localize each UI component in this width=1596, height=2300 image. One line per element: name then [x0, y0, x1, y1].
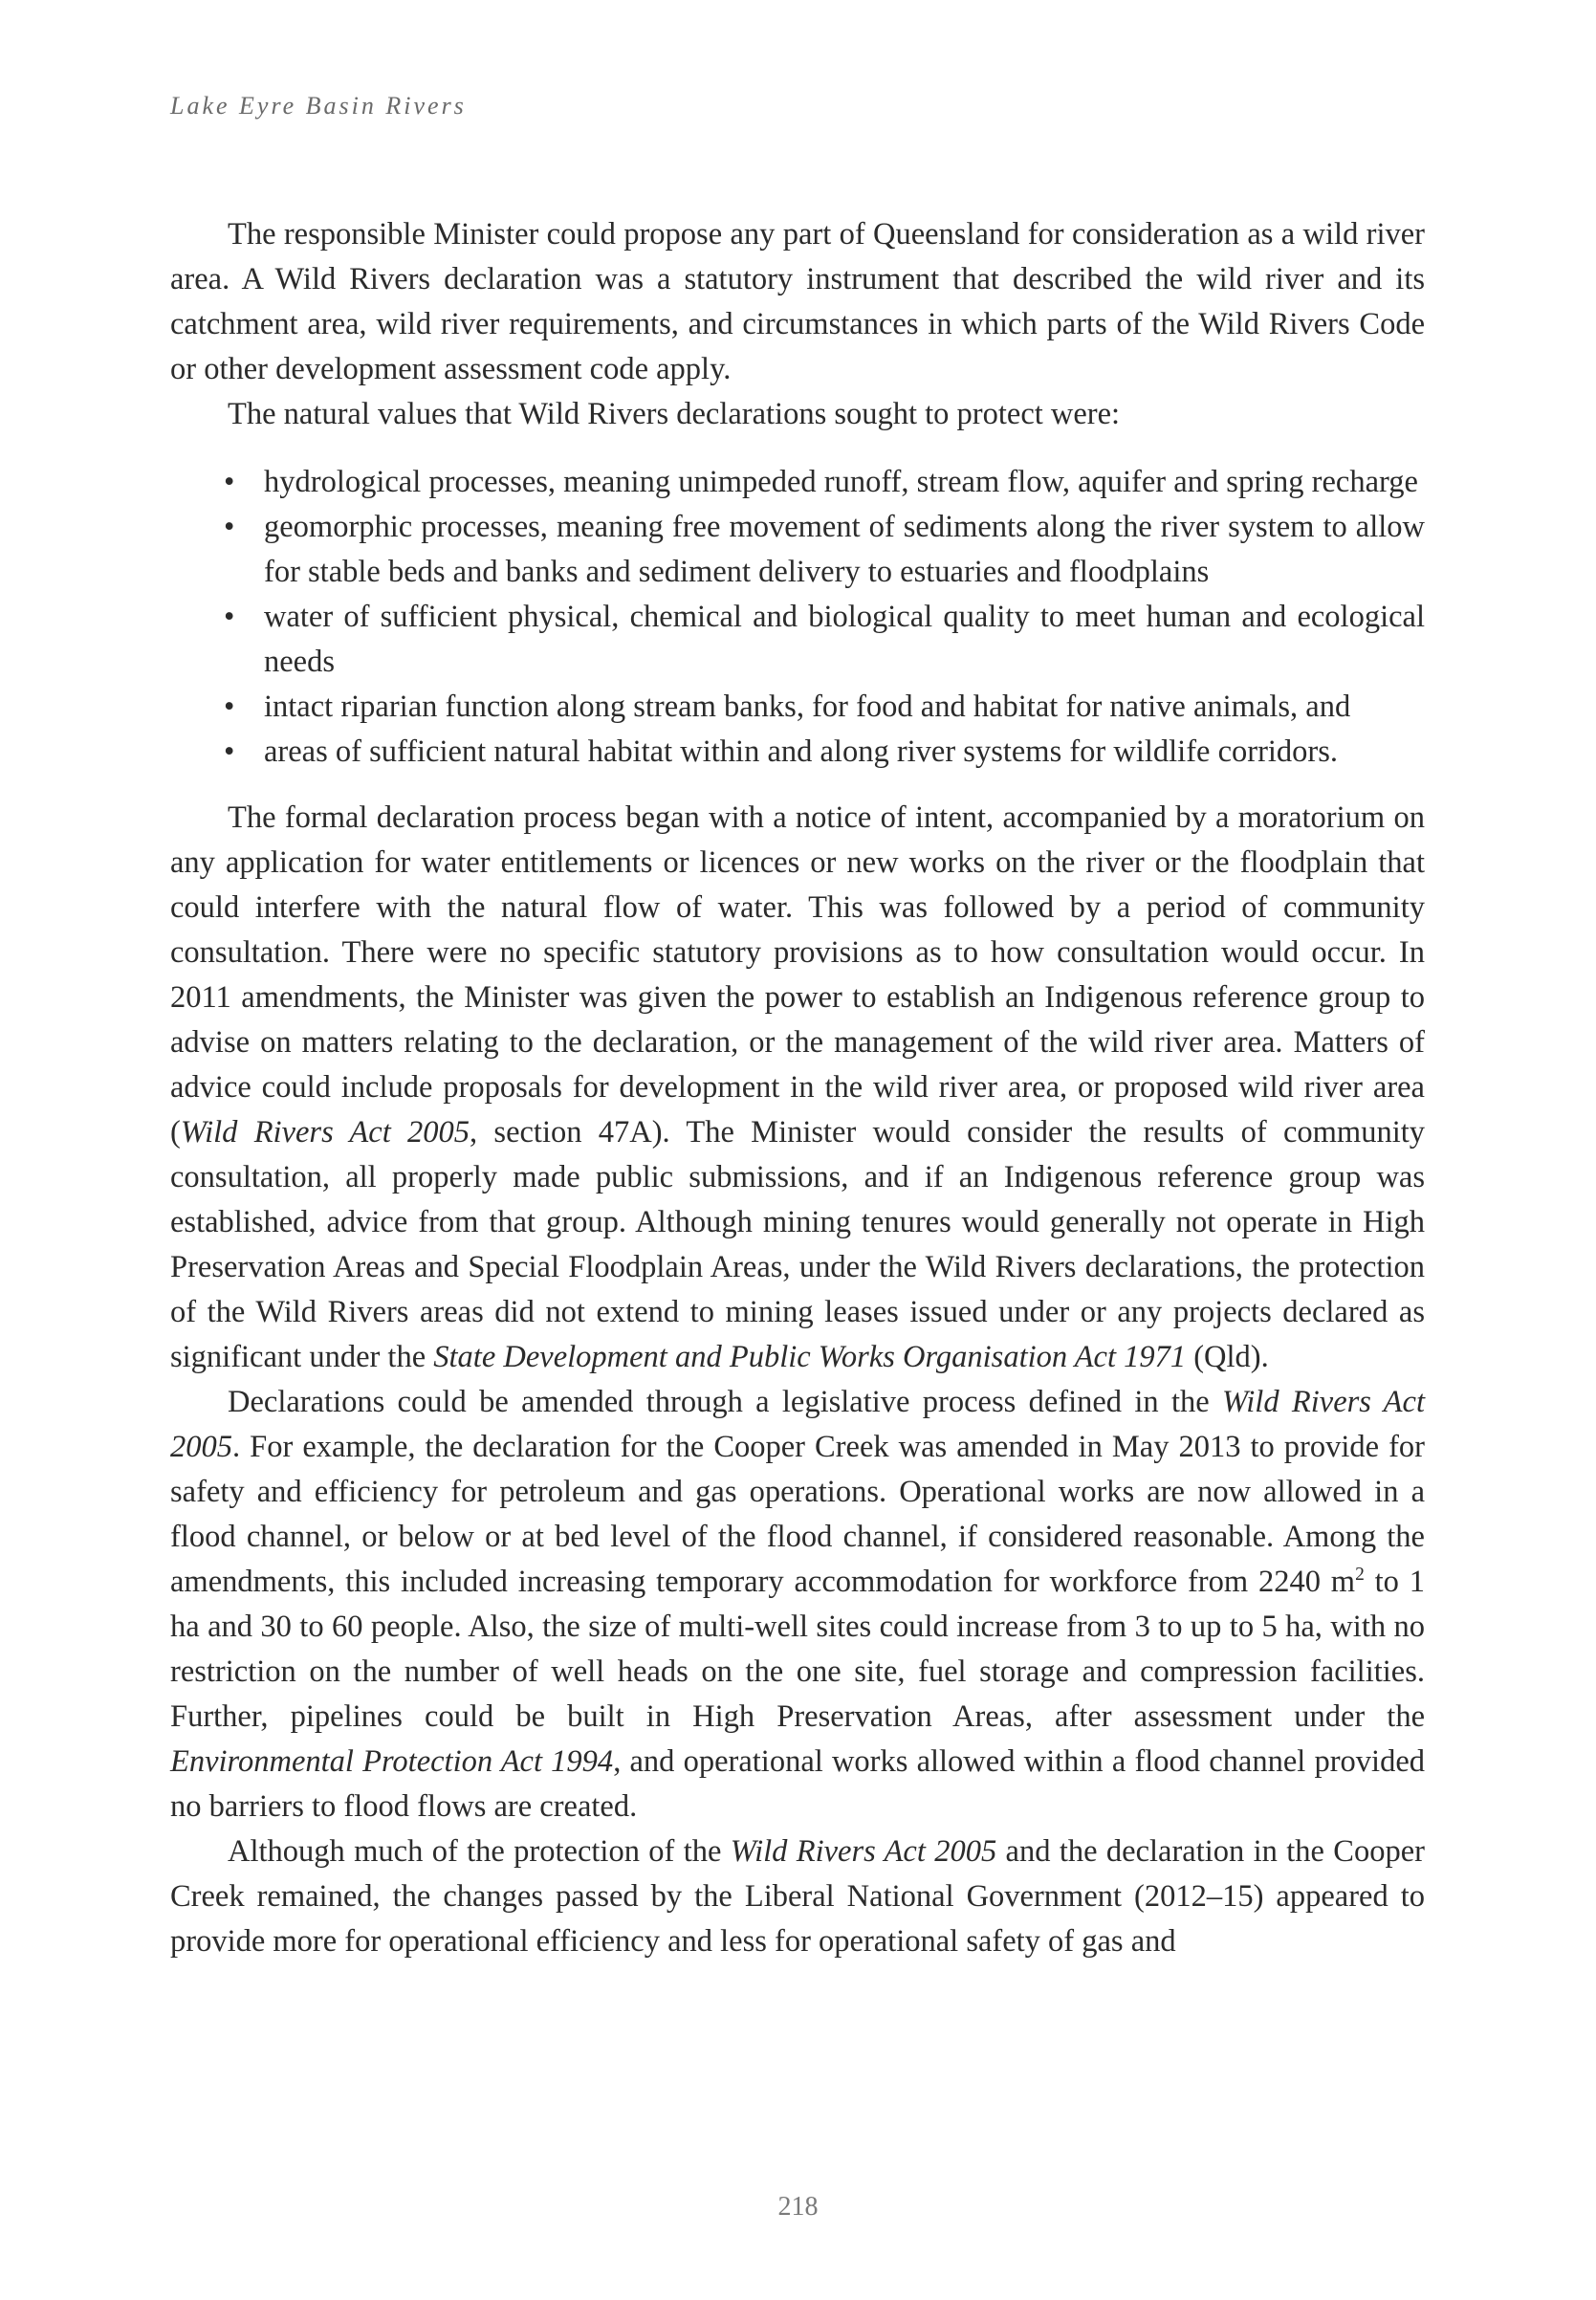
bullet-text: hydrological processes, meaning unimpeded runoff, stream flow, aquifer and spring recharge: [264, 465, 1418, 499]
text-run: and the declaration in the Cooper Creek remained, the changes passed by the Liberal National Government (2012–15) appeared to provide more for operational efficiency and less for operational safety of gas and: [170, 1834, 1425, 1959]
act-title: State Development and Public Works Organisation Act 1971: [433, 1340, 1187, 1374]
text-run: , section 47A). The Minister would consider the results of community consultation, all properly made public submissions, and if an Indigenous reference group was established, advice from that group. Although mining tenures would generally not operate in High Preservation Areas and Special Floodplain Areas, under the Wild Rivers declarations, the protection of the Wild Rivers areas did not extend to mining leases issued under or any projects declared as significant under the: [170, 1115, 1425, 1374]
act-title: Wild Rivers Act 2005: [730, 1834, 997, 1869]
running-head: Lake Eyre Basin Rivers: [170, 92, 467, 120]
paragraph-4: [170, 1380, 1425, 1829]
text-run: The formal declaration process began with a notice of intent, accompanied by a moratorium on any application for water entitlements or licences or new works on the river or the floodplain that could interfere with the natural flow of water. This was followed by a period of community consultation. There were no specific statutory provisions as to how consultation would occur. In 2011 amendments, the Minister was given the power to establish an Indigenous reference group to advise on matters relating to the declaration, or the management of the wild river area. Matters of advice could include proposals for development in the wild river area, or proposed wild river area (: [170, 800, 1425, 1150]
bullet-item: [224, 595, 1425, 685]
bullet-icon: •: [224, 734, 235, 769]
act-title: Environmental Protection Act 1994: [170, 1744, 614, 1779]
paragraph-1: The responsible Minister could propose any part of Queensland for consideration as a wild river area. A Wild Rivers declaration was a statutory instrument that described the wild river and its catchment area, wild river requirements, and circumstances in which parts of the Wild Rivers Code or other development assessment code apply.: [170, 217, 1425, 386]
text-run: , and operational works allowed within a flood channel provided no barriers to flood flows are created.: [170, 1744, 1425, 1824]
text-run: Although much of the protection of the: [228, 1834, 731, 1869]
paragraph-5: [170, 1829, 1425, 1964]
bullet-icon: •: [224, 510, 235, 544]
bullet-item: [224, 505, 1425, 595]
bullet-icon: •: [224, 465, 235, 499]
bullet-text: geomorphic processes, meaning free movement of sediments along the river system to allow for stable beds and banks and sediment delivery to estuaries and floodplains: [264, 510, 1425, 589]
text-run: . For example, the declaration for the Cooper Creek was amended in May 2013 to provide for safety and efficiency for petroleum and gas operations. Operational works are now allowed in a flood channel, or below or at bed level of the flood channel, if considered reasonable. Among the amendments, this included increasing temporary accommodation for workforce from 2240 m: [170, 1430, 1425, 1599]
bullet-item: [224, 685, 1425, 730]
bullet-text: water of sufficient physical, chemical and biological quality to meet human and ecological needs: [264, 600, 1425, 679]
page-number: 218: [777, 2192, 819, 2222]
paragraph-2: The natural values that Wild Rivers declarations sought to protect were:: [228, 397, 1121, 431]
text-run: (Qld).: [1186, 1340, 1269, 1374]
act-title: Wild Rivers Act 2005: [180, 1115, 470, 1150]
text-run: to 1 ha and 30 to 60 people. Also, the size of multi-well sites could increase from 3 to up to 5 ha, with no restriction on the number of well heads on the one site, fuel storage and compression facilities. Further, pipelines could be built in High Preservation Areas, after assessment under the: [170, 1565, 1425, 1734]
bullet-item: [224, 730, 1425, 775]
bullet-text: intact riparian function along stream banks, for food and habitat for native animals, and: [264, 690, 1351, 724]
bullet-icon: •: [224, 600, 235, 634]
superscript: 2: [1355, 1565, 1365, 1586]
bullet-text: areas of sufficient natural habitat within and along river systems for wildlife corridors.: [264, 734, 1339, 769]
act-title: Wild Rivers Act 2005: [170, 1385, 1425, 1464]
body-text: [170, 212, 1425, 1964]
bullet-list: [170, 460, 1425, 775]
text-run: Declarations could be amended through a legislative process defined in the: [228, 1385, 1222, 1419]
bullet-item: [224, 460, 1425, 505]
bullet-icon: •: [224, 690, 235, 724]
paragraph-3: [170, 796, 1425, 1380]
